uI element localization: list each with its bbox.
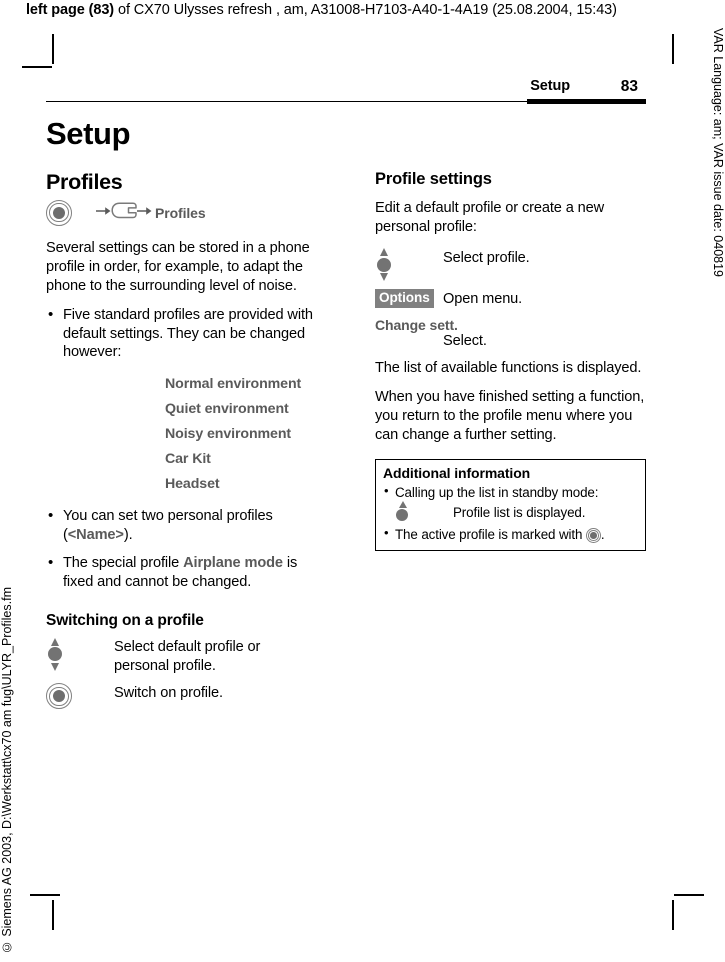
- profile-name-item: Headset: [165, 476, 220, 493]
- profile-name-item: Noisy environment: [165, 426, 292, 443]
- print-header-rest: of CX70 Ulysses refresh , am, A31008-H7103-A40-1-4A19 (25.08.2004, 15:43): [114, 2, 617, 18]
- bullet2-pre: You can set two personal profiles (: [63, 508, 273, 544]
- running-head-title: Setup: [530, 78, 570, 94]
- step-key-cell: [375, 247, 443, 282]
- profile-name-item: Car Kit: [165, 451, 211, 468]
- additional-information-title: Additional information: [383, 464, 531, 481]
- crop-mark-top-left-h: [22, 66, 52, 68]
- up-down-navigation-icon: [46, 637, 64, 671]
- crop-mark-bottom-left-h: [30, 894, 60, 896]
- info-sub-text: Profile list is displayed.: [453, 505, 586, 521]
- up-down-navigation-icon: [375, 248, 393, 282]
- round-navigation-key-icon: [46, 200, 72, 226]
- round-navigation-key-icon: [46, 683, 72, 709]
- step-row-switch-on-profile: [46, 682, 317, 709]
- info-item-active-profile: [383, 526, 638, 543]
- page-number: 83: [620, 78, 638, 95]
- crop-mark-top-left-v: [52, 34, 54, 64]
- profile-name-item: Normal environment: [165, 376, 302, 393]
- info-sub-key-cell: [395, 501, 453, 525]
- copyright-sidenote: © Siemens AG 2003, D:\Werkstatt\cx70 am fug\ULYR_Profiles.fm: [0, 586, 14, 954]
- step-row-select-profile-r: [375, 247, 646, 282]
- profiles-bullet-list-2: [46, 507, 317, 592]
- step-row-open-menu: [375, 288, 646, 309]
- return-to-profile-menu-paragraph: When you have finished setting a function, you return to the profile menu where you can change a further setting.: [375, 388, 645, 443]
- subsection-title-switching-on-a-profile: Switching on a profile: [46, 612, 204, 630]
- step-description: Select profile.: [443, 249, 530, 266]
- bullet2-emphasis: <Name>: [67, 527, 124, 544]
- info-item-standby-list: [383, 484, 638, 525]
- chapter-title: Setup: [46, 116, 131, 151]
- arrow-right-icon-2: [137, 204, 152, 222]
- menu-item-action-select: Select.: [443, 332, 487, 349]
- round-navigation-key-icon: [586, 528, 601, 543]
- section-title-profile-settings: Profile settings: [375, 170, 492, 188]
- step-description: Open menu.: [443, 290, 523, 307]
- crop-mark-top-right-v: [672, 34, 674, 64]
- navigation-path: [46, 199, 317, 227]
- right-column: [375, 170, 646, 551]
- left-column: [46, 118, 317, 715]
- step-description: Select default profile or personal profile.: [114, 639, 261, 675]
- profiles-bullet-list-1: [46, 306, 317, 363]
- bullet3-emphasis: Airplane mode: [183, 555, 283, 572]
- info-item-standby-text: Calling up the list in standby mode:: [395, 484, 599, 500]
- functions-list-paragraph: The list of available functions is displayed.: [375, 359, 642, 376]
- header-rule-thumb: [527, 99, 646, 104]
- standard-profile-name-list: [46, 372, 317, 497]
- var-language-sidenote: VAR Language: am; VAR issue date: 040819: [711, 28, 725, 278]
- additional-information-list: [383, 484, 638, 543]
- profile-settings-intro: Edit a default profile or create a new personal profile:: [375, 200, 605, 235]
- bullet-airplane-mode: [46, 554, 317, 592]
- crop-mark-bottom-right-v: [672, 900, 674, 930]
- step-row-select-profile: [46, 636, 317, 676]
- step-key-cell: [46, 682, 114, 709]
- step-key-cell: [375, 288, 443, 308]
- additional-information-box: [375, 459, 646, 551]
- navigation-path-label: Profiles: [155, 204, 206, 221]
- bullet-standard-profiles: • Five standard profiles are provided with default settings. They can be changed however:: [46, 306, 317, 363]
- bullet2-post: ).: [123, 527, 133, 544]
- up-navigation-icon: [395, 501, 411, 525]
- info-sub-row: [395, 501, 638, 525]
- running-head: [46, 78, 646, 100]
- step-key-cell: [46, 636, 114, 671]
- section-title-profiles: Profiles: [46, 170, 123, 194]
- bullet3-pre: The special profile: [63, 555, 184, 572]
- profile-name-item: Quiet environment: [165, 401, 289, 418]
- step-description: Switch on profile.: [114, 685, 223, 702]
- settings-wrench-icon: [111, 202, 137, 224]
- options-softkey-button[interactable]: Options: [375, 289, 434, 308]
- crop-mark-bottom-left-v: [52, 900, 54, 930]
- info-item-active-post: .: [600, 526, 605, 542]
- crop-mark-bottom-right-h: [674, 894, 704, 896]
- menu-item-change-sett[interactable]: Change sett.: [375, 316, 458, 333]
- print-header: [26, 2, 617, 18]
- print-header-bold: left page (83): [26, 2, 115, 18]
- arrow-right-icon: [96, 204, 111, 222]
- bullet3-post: is fixed and cannot be changed.: [63, 555, 298, 591]
- bullet-personal-profiles: [46, 507, 317, 545]
- profiles-intro-paragraph: Several settings can be stored in a phone profile in order, for example, to adapt the phone to the surrounding level of noise.: [46, 239, 310, 294]
- info-item-active-pre: The active profile is marked with: [395, 526, 586, 542]
